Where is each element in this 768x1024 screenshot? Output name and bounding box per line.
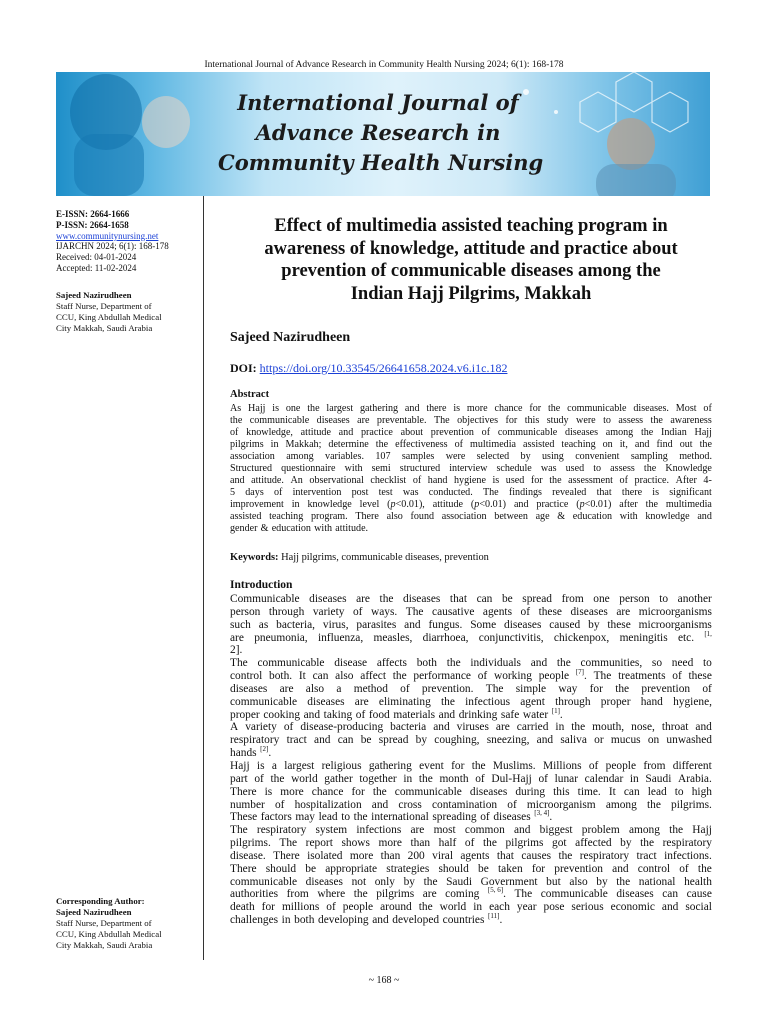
- journal-banner: [56, 72, 710, 196]
- text-line: pilgrims in Makkah; determine the effectiveness of multimedia assisted teaching on it, and find out the: [230, 439, 712, 451]
- text-line: The communicable disease affects both the individuals and the communities, so need to: [230, 657, 712, 670]
- citation: IJARCHN 2024; 6(1): 168-178: [56, 241, 169, 252]
- text-line: improvement in knowledge level (p<0.01), attitude (p<0.01) and practice (p<0.01) after the multimedia: [230, 499, 712, 511]
- eissn: E-ISSN: 2664-1666: [56, 209, 130, 219]
- text-line: communicable diseases not only by the Saudi Government but also by the national health: [230, 875, 712, 888]
- text-line: 5 days of intervention post test was conducted. The findings revealed that there is significant: [230, 487, 712, 499]
- text-line: There should be appropriate strategies should be taken for prevention and control of the: [230, 862, 712, 875]
- running-head: International Journal of Advance Research in Community Health Nursing 2024; 6(1): 168-178: [204, 60, 564, 70]
- text-line: part of the world gather together in the month of Dul-Hajj of lunar calendar in Saudi Arabia.: [230, 772, 712, 785]
- column-divider: [203, 196, 204, 960]
- introduction-heading: Introduction: [230, 579, 293, 591]
- abstract-heading: Abstract: [230, 389, 270, 400]
- text-line: and attitude. An observational checklist of hand hygiene is used for the assessment of practice. After 4-: [230, 475, 712, 487]
- affiliation-line: City Makkah, Saudi Arabia: [56, 323, 153, 333]
- doi: [230, 361, 507, 376]
- text-line: proper cooking and taking of food materials and drinking safe water [1].: [230, 706, 563, 721]
- keywords-label: Keywords:: [230, 552, 279, 563]
- banner-title-line: Community Health Nursing: [218, 150, 544, 175]
- text-line: pilgrims. The report shows more than half of the pilgrims got affected by the respiratory: [230, 837, 712, 850]
- corresponding-line: Staff Nurse, Department of: [56, 918, 152, 928]
- text-line: assisted teaching program. There also found association between age & education with knowledge and: [230, 511, 712, 523]
- text-line: diseases are also a method of prevention. The simple way for the prevention of: [230, 682, 712, 695]
- abstract-body: [230, 403, 712, 536]
- banner-title-line: International Journal of: [237, 90, 519, 115]
- introduction-body: [230, 593, 712, 927]
- affiliation-author-name: Sajeed Nazirudheen: [56, 290, 132, 300]
- keywords-text: Hajj pilgrims, communicable diseases, prevention: [281, 552, 489, 563]
- text-line: Structured questionnaire with semi structured interview schedule was used to assess the Knowledge: [230, 463, 712, 475]
- text-line: The respiratory system infections are most common and biggest problem among the Hajj: [230, 824, 712, 837]
- author-affiliation: [56, 290, 201, 334]
- text-line: respiratory tract and can be spread by coughing, sneezing, and saliva or mucus on unwashed: [230, 734, 712, 747]
- text-line: Communicable diseases are the diseases that can be spread from one person to another: [230, 593, 712, 605]
- doi-label: DOI:: [230, 361, 257, 375]
- accepted-date: Accepted: 11-02-2024: [56, 262, 137, 273]
- text-line: are pneumonia, influenza, measles, diarrhoea, conjunctivitis, chickenpox, meningitis etc. $^{[1,}$: [230, 629, 712, 644]
- text-line: such as bacteria, virus, parasites and fungus. Some diseases caused by these microorganisms: [230, 618, 712, 631]
- title-line: awareness of knowledge, attitude and practice about: [264, 238, 678, 259]
- title-line: Indian Hajj Pilgrims, Makkah: [350, 283, 592, 304]
- text-line: 2].: [230, 644, 243, 657]
- text-line: death for millions of people around the world in each year pose serious economic and social: [230, 901, 712, 914]
- corresponding-name: Sajeed Nazirudheen: [56, 907, 132, 917]
- page-number: ~ 168 ~: [368, 975, 400, 986]
- article-author: Sajeed Nazirudheen: [230, 330, 351, 345]
- title-line: Effect of multimedia assisted teaching program in: [274, 216, 668, 236]
- text-line: A variety of disease-producing bacteria and viruses are carried in the mouth, nose, throat and: [230, 721, 712, 734]
- keywords: [230, 552, 489, 563]
- text-line: gender & education with attitude.: [230, 523, 369, 535]
- text-line: Hajj is a largest religious gathering event for the Muslims. Millions of people from different: [230, 759, 712, 772]
- affiliation-line: Staff Nurse, Department of: [56, 301, 152, 311]
- text-line: There is more chance for the communicable diseases during this time. It can lead to high: [230, 785, 712, 798]
- text-line: authorities from where the pilgrims are coming [5, 6]. The communicable diseases can cause: [230, 886, 712, 901]
- text-line: number of hospitalization and cross contamination of microorganism among the pilgrims.: [230, 798, 712, 811]
- text-line: of knowledge, attitude and practice about prevention of communicable diseases among the Indian Hajj: [230, 427, 712, 439]
- affiliation-line: CCU, King Abdullah Medical: [56, 312, 162, 322]
- corresponding-line: CCU, King Abdullah Medical: [56, 929, 162, 939]
- text-line: These factors may lead to the international spreading of diseases [3, 4].: [230, 809, 553, 824]
- doi-link[interactable]: https://doi.org/10.33545/26641658.2024.v6.i1c.182: [259, 361, 508, 375]
- text-line: person through variety of ways. The causative agents of these diseases are microorganisms: [230, 605, 712, 618]
- text-line: the communicable diseases are preventable. The objectives for this study were to assess the awareness: [230, 415, 712, 427]
- banner-title-line: Advance Research in: [255, 120, 501, 145]
- text-line: hands [2].: [230, 745, 272, 760]
- banner-title: [218, 88, 544, 178]
- text-line: control both. It can also affect the performance of working people [7]. The treatments of these: [230, 668, 712, 683]
- pissn: P-ISSN: 2664-1658: [56, 219, 129, 230]
- text-line: association among variables. 107 samples were selected by using convenient sampling method.: [230, 451, 712, 463]
- text-line: challenges in both developing and developed countries [11].: [230, 912, 503, 927]
- journal-website-link[interactable]: www.communitynursing.net: [56, 230, 159, 241]
- corresponding-author: [56, 896, 201, 951]
- article-meta: [56, 209, 201, 274]
- text-line: communicable diseases are eliminating the infectious agent through proper hand hygiene,: [230, 695, 712, 708]
- received-date: Received: 04-01-2024: [56, 252, 137, 263]
- text-line: As Hajj is one the largest gathering and there is more chance for the communicable diseases. Most of: [230, 403, 712, 414]
- corresponding-line: City Makkah, Saudi Arabia: [56, 940, 153, 950]
- corresponding-heading: Corresponding Author:: [56, 896, 145, 906]
- article-title: [228, 215, 714, 305]
- text-line: disease. There isolated more than 200 viral agents that causes the respiratory tract infections.: [230, 849, 712, 862]
- title-line: prevention of communicable diseases among the: [281, 261, 661, 281]
